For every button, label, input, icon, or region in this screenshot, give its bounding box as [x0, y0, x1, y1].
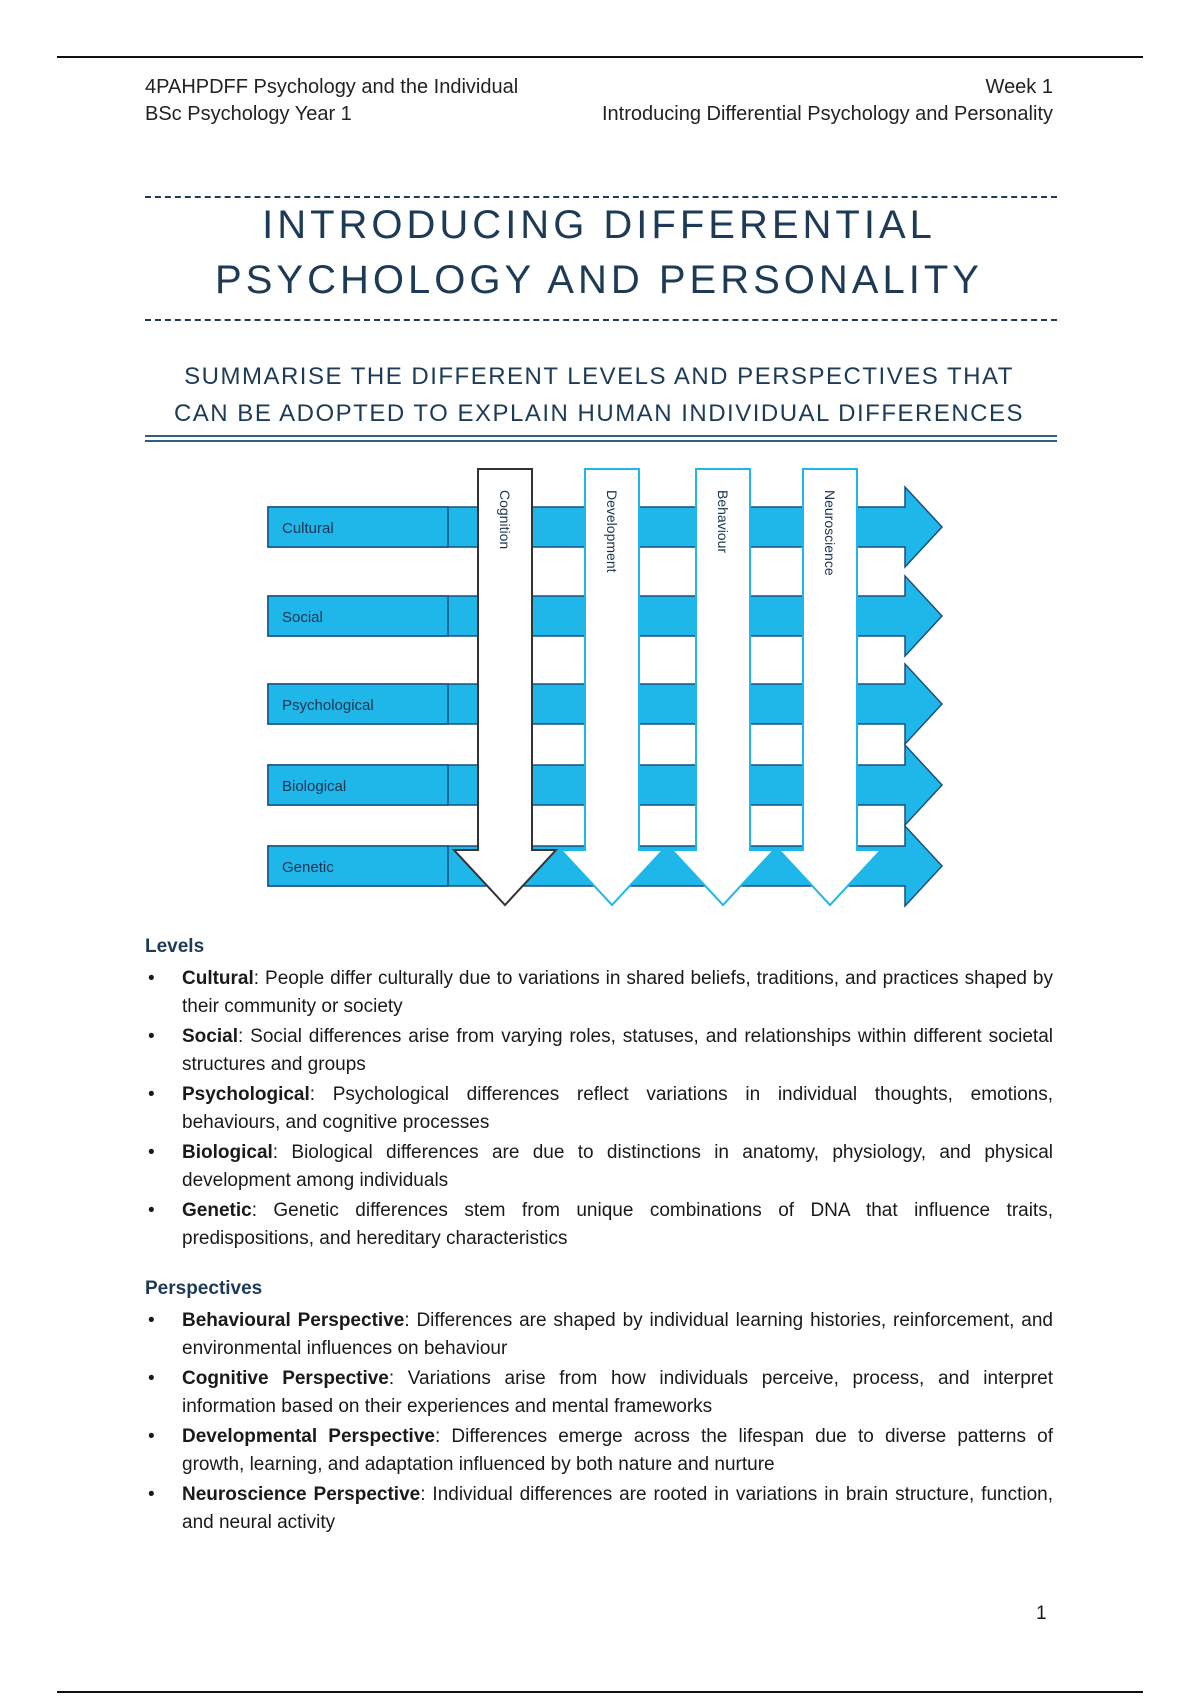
level-label: Genetic — [282, 859, 334, 876]
levels-heading: Levels — [145, 936, 205, 957]
page-title — [145, 198, 1053, 308]
perspective-term: Behavioural Perspective — [182, 1310, 405, 1331]
header-left — [145, 74, 518, 128]
diagram-svg — [260, 460, 950, 920]
level-description: : People differ culturally due to variations in shared beliefs, traditions, and practices shaped by their community or society — [182, 968, 1053, 1017]
level-term: Cultural — [182, 968, 254, 989]
level-description: : Genetic differences stem from unique combinations of DNA that influence traits, predispositions, and hereditary characteristics — [182, 1200, 1053, 1249]
perspective-term: Developmental Perspective — [182, 1426, 435, 1447]
bullet-icon: • — [148, 1200, 155, 1221]
perspective-label: Neuroscience — [822, 490, 838, 576]
bullet-icon: • — [148, 1368, 155, 1389]
level-label: Social — [282, 609, 323, 626]
perspectives-heading: Perspectives — [145, 1278, 263, 1299]
level-description: : Biological differences are due to distinctions in anatomy, physiology, and physical development among individuals — [182, 1142, 1053, 1191]
level-term: Genetic — [182, 1200, 252, 1221]
subtitle-line2: CAN BE ADOPTED TO EXPLAIN HUMAN INDIVIDUAL DIFFERENCES — [173, 400, 1025, 427]
perspective-item — [145, 1307, 1053, 1363]
perspective-label: Behaviour — [715, 490, 731, 554]
perspective-item — [145, 1481, 1053, 1537]
bullet-icon: • — [148, 1484, 155, 1505]
bullet-icon: • — [148, 968, 155, 989]
bullet-icon: • — [148, 1426, 155, 1447]
topic-label: Introducing Differential Psychology and Personality — [602, 103, 1053, 125]
level-item — [145, 1139, 1053, 1195]
perspective-item — [145, 1365, 1053, 1421]
levels-perspectives-diagram — [260, 460, 950, 920]
level-term: Psychological — [182, 1084, 310, 1105]
level-item — [145, 1023, 1053, 1079]
level-item — [145, 1081, 1053, 1137]
perspective-description: : Differences are shaped by individual learning histories, reinforcement, and environmental influences on behaviour — [182, 1310, 1053, 1359]
subtitle-double-rule — [145, 435, 1057, 442]
header-right — [602, 74, 1053, 128]
level-description: : Psychological differences reflect variations in individual thoughts, emotions, behaviours, and cognitive processes — [182, 1084, 1053, 1133]
page-title-line2: PSYCHOLOGY AND PERSONALITY — [215, 258, 983, 302]
perspective-term: Cognitive Perspective — [182, 1368, 389, 1389]
bullet-icon: • — [148, 1026, 155, 1047]
level-item — [145, 1197, 1053, 1253]
levels-list — [145, 965, 1053, 1255]
top-rule — [57, 56, 1143, 58]
perspective-description: : Individual differences are rooted in variations in brain structure, function, and neural activity — [182, 1484, 1054, 1533]
course-title: 4PAHPDFF Psychology and the Individual — [145, 76, 519, 98]
bullet-icon: • — [148, 1084, 155, 1105]
perspective-term: Neuroscience Perspective — [182, 1484, 421, 1505]
level-term: Social — [182, 1026, 238, 1047]
subtitle-line1: SUMMARISE THE DIFFERENT LEVELS AND PERSPECTIVES THAT — [184, 363, 1014, 390]
level-label: Cultural — [282, 520, 334, 537]
level-description: : Social differences arise from varying roles, statuses, and relationships within different societal structures and groups — [182, 1026, 1053, 1075]
level-label: Biological — [282, 778, 347, 795]
bullet-icon: • — [148, 1310, 155, 1331]
perspective-label: Cognition — [497, 490, 513, 550]
programme-year: BSc Psychology Year 1 — [145, 103, 352, 125]
bottom-rule — [57, 1691, 1143, 1693]
level-item — [145, 965, 1053, 1021]
perspectives-list — [145, 1307, 1053, 1539]
level-label: Psychological — [282, 697, 374, 714]
section-subtitle — [145, 358, 1053, 432]
perspective-description: : Differences emerge across the lifespan due to diverse patterns of growth, learning, and adaptation influenced by both nature and nurture — [182, 1426, 1053, 1475]
perspective-description: : Variations arise from how individuals perceive, process, and interpret information based on their experiences and mental frameworks — [182, 1368, 1053, 1417]
level-term: Biological — [182, 1142, 273, 1163]
bullet-icon: • — [148, 1142, 155, 1163]
page-number: 1 — [1036, 1603, 1047, 1624]
page-title-line1: INTRODUCING DIFFERENTIAL — [262, 203, 936, 247]
week-label: Week 1 — [985, 76, 1053, 98]
title-bottom-dashes — [145, 319, 1057, 321]
perspective-item — [145, 1423, 1053, 1479]
perspective-label: Development — [604, 490, 620, 573]
